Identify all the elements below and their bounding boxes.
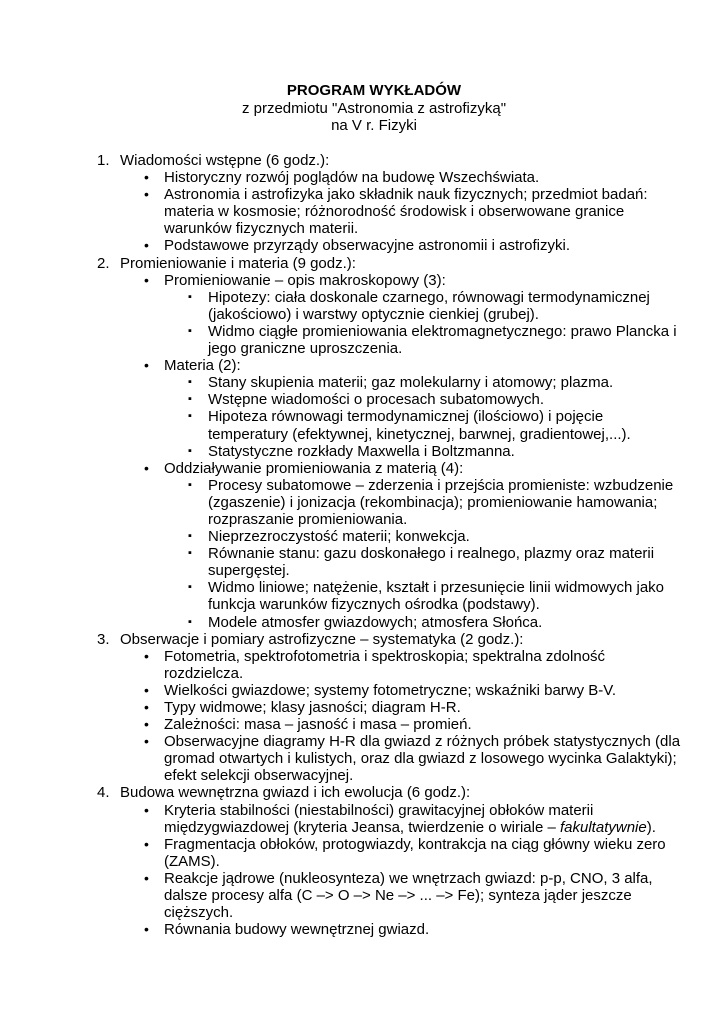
- list-item-text: Reakcje jądrowe (nukleosynteza) we wnętrzach gwiazd: p-p, CNO, 3 alfa, dalsze procesy alfa (C –> O –> Ne –> ... –> Fe); synteza jąder jeszcze cięższych.: [164, 869, 653, 922]
- bullet-icon: •: [144, 647, 149, 664]
- square-bullet-icon: ▪: [188, 376, 192, 389]
- bullet-icon: •: [144, 169, 149, 186]
- list-item-text: Typy widmowe; klasy jasności; diagram H-R.: [164, 699, 461, 716]
- sub-list-item: [0, 289, 724, 323]
- list-item-text: Zależności: masa – jasność i masa – promień.: [164, 716, 472, 734]
- list-item: [0, 733, 724, 784]
- bullet-icon: •: [144, 357, 149, 374]
- sub-list-item-text: Widmo liniowe; natężenie, kształt i przesunięcie linii widmowych jako funkcja warunków fizycznych ośrodka (podstawy).: [208, 579, 665, 614]
- list-item: [0, 169, 724, 186]
- list-item: [0, 921, 724, 938]
- sub-list-item: [0, 545, 724, 579]
- square-bullet-icon: ▪: [188, 290, 192, 303]
- section-heading: [0, 255, 724, 272]
- square-bullet-icon: ▪: [188, 581, 192, 594]
- sub-list-item-text: Nieprzezroczystość materii; konwekcja.: [208, 528, 470, 546]
- list-item-text: Wielkości gwiazdowe; systemy fotometryczne; wskaźniki barwy B-V.: [164, 681, 617, 699]
- square-bullet-icon: ▪: [188, 324, 192, 337]
- document-year: na V r. Fizyki: [331, 117, 417, 134]
- list-item: [0, 836, 724, 870]
- section-heading: [0, 784, 724, 801]
- square-bullet-icon: ▪: [188, 444, 192, 457]
- list-item-text: Fragmentacja obłoków, protogwiazdy, kontrakcja na ciąg główny wieku zero (ZAMS).: [164, 835, 666, 870]
- list-item: [0, 870, 724, 921]
- list-item-text: Podstawowe przyrządy obserwacyjne astronomii i astrofizyki.: [164, 237, 570, 255]
- sub-list-item-text: Hipotezy: ciała doskonale czarnego, równowagi termodynamicznej (jakościowo) i warstwy optycznie cienkiej (grubej).: [208, 288, 650, 323]
- document-header: [0, 82, 724, 135]
- list-item: [0, 699, 724, 716]
- lecture-outline: [0, 152, 724, 938]
- section-title: Wiadomości wstępne (6 godz.):: [120, 152, 330, 169]
- list-item-text: Obserwacyjne diagramy H-R dla gwiazd z różnych próbek statystycznych (dla gromad otwartych i kulistych, oraz dla gwiazd z losowego wycinka Galaktyki); efekt selekcji obserwacyjnej.: [164, 733, 681, 785]
- section-title: Promieniowanie i materia (9 godz.):: [120, 254, 356, 272]
- square-bullet-icon: ▪: [188, 615, 192, 628]
- section-title: Budowa wewnętrzna gwiazd i ich ewolucja (6 godz.):: [120, 784, 471, 802]
- list-item: [0, 272, 724, 289]
- bullet-icon: •: [144, 716, 149, 733]
- sub-list-item: [0, 408, 724, 442]
- document-title: PROGRAM WYKŁADÓW: [286, 82, 462, 99]
- list-item-text-end: ).: [646, 818, 656, 836]
- list-item-text: Fotometria, spektrofotometria i spektroskopia; spektralna zdolność rozdzielcza.: [164, 647, 606, 682]
- sub-list-item: [0, 391, 724, 408]
- section-heading: [0, 631, 724, 648]
- list-item: [0, 802, 724, 836]
- sub-list-item-text: Statystyczne rozkłady Maxwella i Boltzmanna.: [208, 442, 515, 460]
- bullet-icon: •: [144, 237, 149, 254]
- sub-list-item-text: Widmo ciągłe promieniowania elektromagnetycznego: prawo Plancka i jego graniczne uproszczenia.: [208, 322, 677, 358]
- sub-list-item-text: Modele atmosfer gwiazdowych; atmosfera Słońca.: [208, 613, 543, 631]
- sub-list-item-text: Wstępne wiadomości o procesach subatomowych.: [208, 391, 544, 409]
- section-number: 4.: [97, 784, 110, 802]
- sub-list-item-text: Równanie stanu: gazu doskonałego i realnego, plazmy oraz materii supergęstej.: [208, 545, 655, 580]
- list-item-text: Astronomia i astrofizyka jako składnik nauk fizycznych; przedmiot badań: materia w kosmosie; różnorodność środowisk i obserwowane granice warunków fizycznych materii.: [164, 186, 648, 238]
- bullet-icon: •: [144, 271, 149, 288]
- bullet-icon: •: [144, 801, 149, 818]
- square-bullet-icon: ▪: [188, 393, 192, 406]
- section-number: 1.: [97, 152, 110, 169]
- bullet-icon: •: [144, 681, 149, 698]
- list-item: [0, 460, 724, 477]
- list-item-text: Promieniowanie – opis makroskopowy (3):: [164, 271, 446, 289]
- section-number: 3.: [97, 630, 110, 648]
- sub-list-item: [0, 579, 724, 613]
- square-bullet-icon: ▪: [188, 547, 192, 560]
- bullet-icon: •: [144, 733, 149, 750]
- sub-list-item: [0, 528, 724, 545]
- bullet-icon: •: [144, 186, 149, 203]
- list-item: [0, 682, 724, 699]
- list-item-text: Kryteria stabilności (niestabilności) grawitacyjnej obłoków materii międzygwiazdowej (kryteria Jeansa, twierdzenie o wiriale –: [164, 801, 594, 836]
- list-item: [0, 716, 724, 733]
- document-subtitle: z przedmiotu "Astronomia z astrofizyką": [241, 99, 507, 117]
- bullet-icon: •: [144, 869, 149, 886]
- bullet-icon: •: [144, 921, 149, 938]
- square-bullet-icon: ▪: [188, 410, 192, 423]
- section-heading: [0, 152, 724, 169]
- list-item-emphasis: fakultatywnie: [560, 818, 647, 836]
- list-item: [0, 357, 724, 374]
- sub-list-item-text: Hipoteza równowagi termodynamicznej (ilościowo) i pojęcie temperatury (efektywnej, kinetycznej, barwnej, gradientowej,...).: [208, 408, 631, 443]
- list-item-text: Materia (2):: [164, 357, 241, 375]
- sub-list-item: [0, 614, 724, 631]
- list-item-text: Historyczny rozwój poglądów na budowę Wszechświata.: [164, 169, 540, 187]
- sub-list-item: [0, 374, 724, 391]
- list-item: [0, 186, 724, 237]
- section-title: Obserwacje i pomiary astrofizyczne – systematyka (2 godz.):: [120, 630, 524, 648]
- list-item: [0, 648, 724, 682]
- section-number: 2.: [97, 254, 110, 272]
- bullet-icon: •: [144, 699, 149, 715]
- list-item-text: Równania budowy wewnętrznej gwiazd.: [164, 921, 430, 939]
- sub-list-item: [0, 477, 724, 528]
- bullet-icon: •: [144, 835, 149, 852]
- sub-list-item-text: Procesy subatomowe – zderzenia i przejścia promieniste: wzbudzenie (zgaszenie) i jonizacja (rekombinacja); promieniowanie hamowania; rozpraszanie promieniowania.: [208, 476, 674, 528]
- square-bullet-icon: ▪: [188, 530, 192, 543]
- list-item: [0, 237, 724, 254]
- bullet-icon: •: [144, 459, 149, 476]
- sub-list-item: [0, 323, 724, 357]
- square-bullet-icon: ▪: [188, 478, 192, 491]
- list-item-text: Oddziaływanie promieniowania z materią (4):: [164, 459, 464, 477]
- sub-list-item: [0, 443, 724, 460]
- sub-list-item-text: Stany skupienia materii; gaz molekularny i atomowy; plazma.: [208, 374, 614, 392]
